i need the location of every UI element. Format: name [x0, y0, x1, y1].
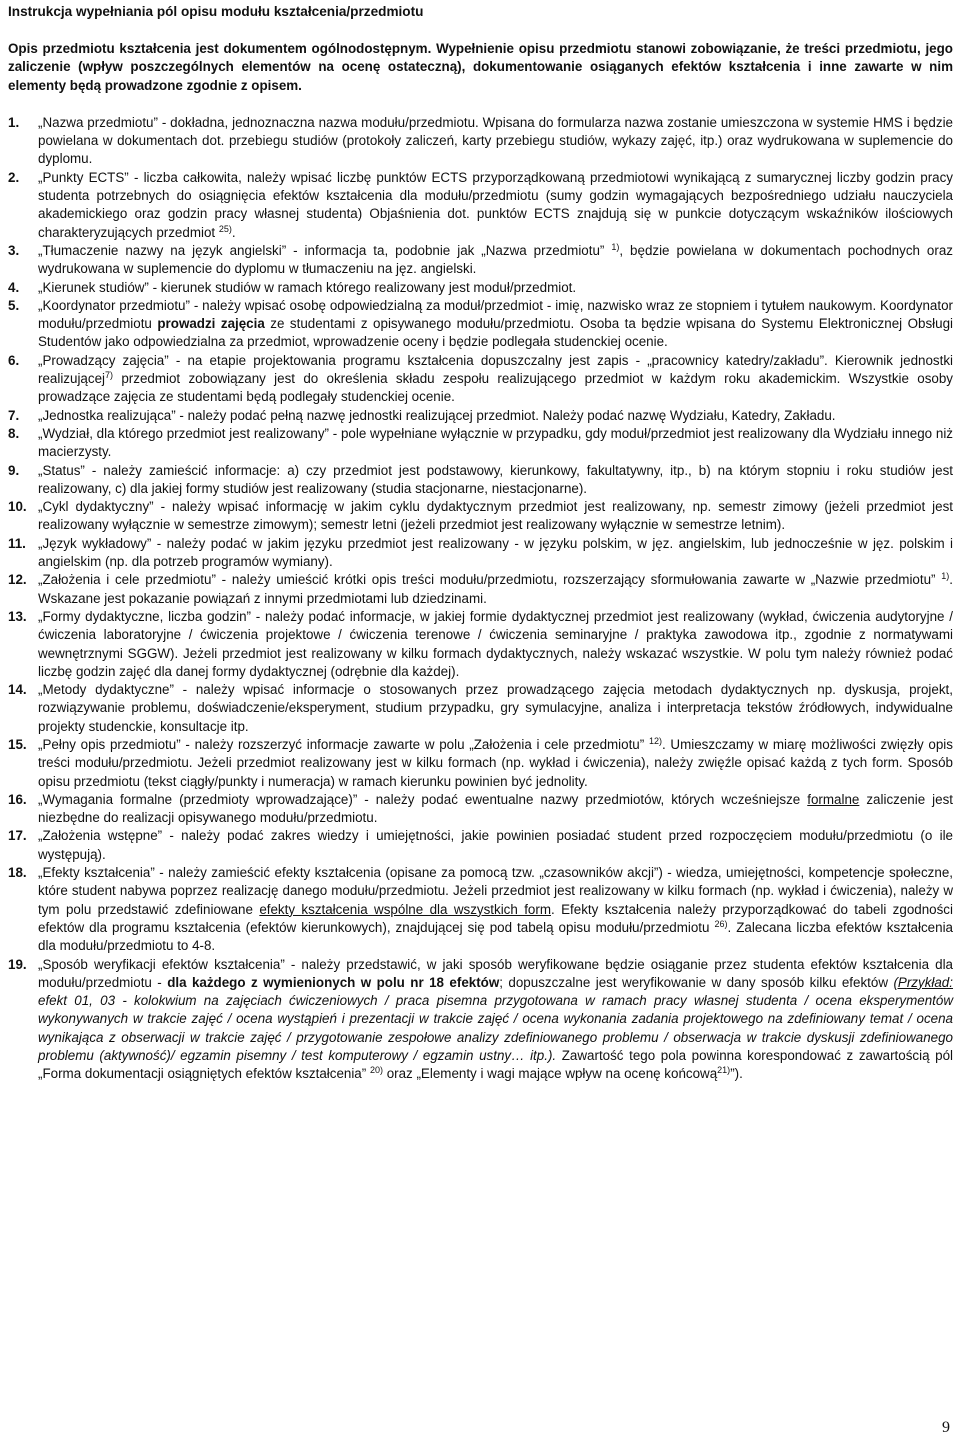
- list-item: 18. „Efekty kształcenia” - należy zamieścić efekty kształcenia (opisane za pomocą tzw. „czasowników akcji”) - wiedza, umiejętności, kompetencje społeczne, które student nabywa poprzez realizację danego modułu/przedmiotu. Jeżeli przedmiot jest realizowany w kilku formach (np. wykład i ćwiczenia), należy w tym polu przedstawić zdefiniowane efekty kształcenia wspólne dla wszystkich form. Efekty kształcenia należy przyporządkować do tabeli zgodności efektów dla programu kształcenia (efektów kierunkowych), znajdującej się pod tabelą opisu modułu/przedmiotu $^{26)}$. Zalecana liczba efektów kształcenia dla modułu/przedmiotu to 4-8.: [8, 865, 953, 954]
- list-item: 2. „Punkty ECTS” - liczba całkowita, należy wpisać liczbę punktów ECTS przyporządkowaną przedmiotowi wynikającą z sumarycznej liczby godzin pracy studenta potrzebnych do osiągnięcia efektów kształcenia dla modułu/przedmiotu (sumy godzin wymagających bezpośredniego udziału nauczyciela akademickiego oraz godzin pracy własnej studenta) Objaśnienia dot. punktów ECTS znajdują się w punkcie dotyczącym wskaźników ilościowych charakteryzujących przedmiot $^{25)}$.: [8, 169, 953, 240]
- list-item: 9. „Status” - należy zamieścić informacje: a) czy przedmiot jest podstawowy, kierunkowy, fakultatywny, itp., b) na którym stopniu i roku studiów jest realizowany, c) dla jakiej formy studiów jest realizowany (studia stacjonarne, niestacjonarne).: [8, 462, 953, 496]
- page-title: Instrukcja wypełniania pól opisu modułu kształcenia/przedmiotu: [8, 4, 424, 19]
- list-item: 1. „Nazwa przedmiotu” - dokładna, jednoznaczna nazwa modułu/przedmiotu. Wpisana do formularza nazwa zostanie umieszczona w systemie HMS i będzie powielana w dokumentach dot. przebiegu studiów (protokoły zaliczeń, karty przebiegu studiów, wykazy zajęć, itp.) oraz wydrukowana w suplemencie do dyplomu.: [8, 114, 953, 167]
- list-item: 16. „Wymagania formalne (przedmioty wprowadzające)” - należy podać ewentualne nazwy przedmiotów, których wcześniejsze formalne zaliczenie jest niezbędne do realizacji opisywanego modułu/przedmiotu.: [8, 791, 953, 826]
- list-item: 15. „Pełny opis przedmiotu” - należy rozszerzyć informacje zawarte w polu „Założenia i cele przedmiotu” $^{12)}$. Umieszczamy w miarę możliwości zwięzły opis treści modułu/przedmiotu. Jeżeli przedmiot realizowany jest w kilku formach (np. wykład i ćwiczenia), należy zwięźle opisać każdą z tych form. Sposób opisu przedmiotu (tekst ciągły/punkty i numeracja) w ramach kierunku powinien być jednolity.: [8, 735, 953, 789]
- list-item: 8. „Wydział, dla którego przedmiot jest realizowany” - pole wypełniane wyłącznie w przypadku, gdy moduł/przedmiot jest realizowany dla Wydziału innego niż macierzysty.: [8, 425, 953, 460]
- list-item: 10. „Cykl dydaktyczny” - należy wpisać informację w jakim cyklu dydaktycznym przedmiot jest realizowany, np. semestr zimowy (jeżeli przedmiot jest realizowany wyłącznie w semestrze zimowym); semestr letni (jeżeli przedmiot jest realizowany wyłącznie w semestrze letnim).: [8, 499, 953, 533]
- list-item: 17. „Założenia wstępne” - należy podać zakres wiedzy i umiejętności, jakie powinien posiadać student przed rozpoczęciem modułu/przedmiotu (o ile występują).: [8, 828, 953, 862]
- intro-paragraph: Opis przedmiotu kształcenia jest dokumentem ogólnodostępnym. Wypełnienie opisu przedmiotu stanowi zobowiązanie, że treści przedmiotu, jego zaliczenie (wpływ poszczególnych elementów na ocenę ostateczną), dokumentowanie osiąganych efektów kształcenia i inne zawarte w nim elementy będą prowadzone zgodnie z opisem.: [8, 41, 953, 93]
- list-item: 7. „Jednostka realizująca” - należy podać pełną nazwę jednostki realizującej przedmiot. Należy podać nazwę Wydziału, Katedry, Zakładu.: [8, 407, 836, 423]
- list-item: 4. „Kierunek studiów” - kierunek studiów w ramach którego realizowany jest moduł/przedmiot.: [8, 279, 577, 295]
- page-number: 9: [942, 1419, 950, 1436]
- instruction-list: [8, 114, 953, 1084]
- list-item: 19. „Sposób weryfikacji efektów kształcenia” - należy przedstawić, w jaki sposób weryfikowane będzie osiąganie przez studenta efektów kształcenia dla modułu/przedmiotu - dla każdego z wymienionych w polu nr 18 efektów; dopuszczalne jest weryfikowanie w dany sposób kilku efektów (Przykład: efekt 01, 03 - kolokwium na zajęciach ćwiczeniowych / praca pisemna przygotowana w ramach pracy własnej studenta / ocena eksperymentów wykonywanych w trakcie zajęć / ocena wystąpień i prezentacji w trakcie zajęć / ocena wykonania zadania projektowego na zdefiniowany temat / ocena wynikająca z obserwacji w trakcie zajęć / przygotowanie zespołowe analizy zdefiniowanego problemu / obserwacja w trakcie dyskusji zdefiniowanego problemu (aktywność)/ egzamin pisemny / test komputerowy / egzamin ustny… itp.). Zawartość tego pola powinna korespondować z zawartością pól „Forma dokumentacji osiągniętych efektów kształcenia” $^{20)}$ oraz „Elementy i wagi mające wpływ na ocenę końcową$^{21)}$”).: [8, 956, 953, 1082]
- list-item: 13. „Formy dydaktyczne, liczba godzin” - należy podać informacje, w jakiej formie dydaktycznej przedmiot jest realizowany (wykład, ćwiczenia audytoryjne / ćwiczenia laboratoryjne / ćwiczenia projektowe / ćwiczenia terenowe / ćwiczenia seminaryjne / praktyka zawodowa itp., zgodnie z normatywami wewnętrznymi SGGW). Jeżeli przedmiot jest realizowany w kilku formach dydaktycznych, należy wskazać wszystkie. W polu tym należy również podać liczbę godzin zajęć dla danej formy dydaktycznej (odrębnie dla każdej).: [8, 608, 953, 679]
- list-item: 14. „Metody dydaktyczne” - należy wpisać informacje o stosowanych przez prowadzącego zajęcia metodach dydaktycznych np. dyskusja, projekt, rozwiązywanie problemu, doświadczenie/eksperyment, studium przypadku, gry symulacyjne, analiza i interpretacja tekstów źródłowych, indywidualne projekty studenckie, konsultacje itp.: [8, 682, 953, 734]
- document-page: [8, 0, 953, 1084]
- list-item: 5. „Koordynator przedmiotu” - należy wpisać osobę odpowiedzialną za moduł/przedmiot - imię, nazwisko wraz ze stopniem i tytułem naukowym. Koordynator modułu/przedmiotu prowadzi zajęcia ze studentami z opisywanego modułu/przedmiotu. Osoba ta będzie wpisana do Systemu Elektronicznej Obsługi Studentów jako odpowiedzialna za przedmiot, wprowadzenie oceny i będzie podlegała studenckiej ocenie.: [8, 297, 953, 350]
- list-item: 12. „Założenia i cele przedmiotu” - należy umieścić krótki opis treści modułu/przedmiotu, rozszerzający sformułowania zawarte w „Nazwie przedmiotu” $^{1)}$. Wskazane jest pokazanie powiązań z innymi przedmiotami lub dziedzinami.: [8, 571, 953, 606]
- list-item: 6. „Prowadzący zajęcia” - na etapie projektowania programu kształcenia dopuszczalny jest zapis - „pracownicy katedry/zakładu”. Kierownik jednostki realizującej$^{7)}$ przedmiot zobowiązany jest do określenia składu zespołu realizującego przedmiot w każdym roku akademickim. Wszystkie osoby prowadzące zajęcia ze studentami będą podlegały studenckiej ocenie.: [8, 352, 953, 405]
- list-item: 11. „Język wykładowy” - należy podać w jakim języku przedmiot jest realizowany - w języku polskim, w jęz. angielskim, lub jednocześnie w jęz. polskim i angielskim (np. dla potrzeb programów wymiany).: [8, 535, 953, 570]
- list-item: 3. „Tłumaczenie nazwy na język angielski” - informacja ta, podobnie jak „Nazwa przedmiotu” $^{1)}$, będzie powielana w dokumentach pochodnych oraz wydrukowana w suplemencie do dyplomu w tłumaczeniu na jęz. angielski.: [8, 241, 953, 277]
